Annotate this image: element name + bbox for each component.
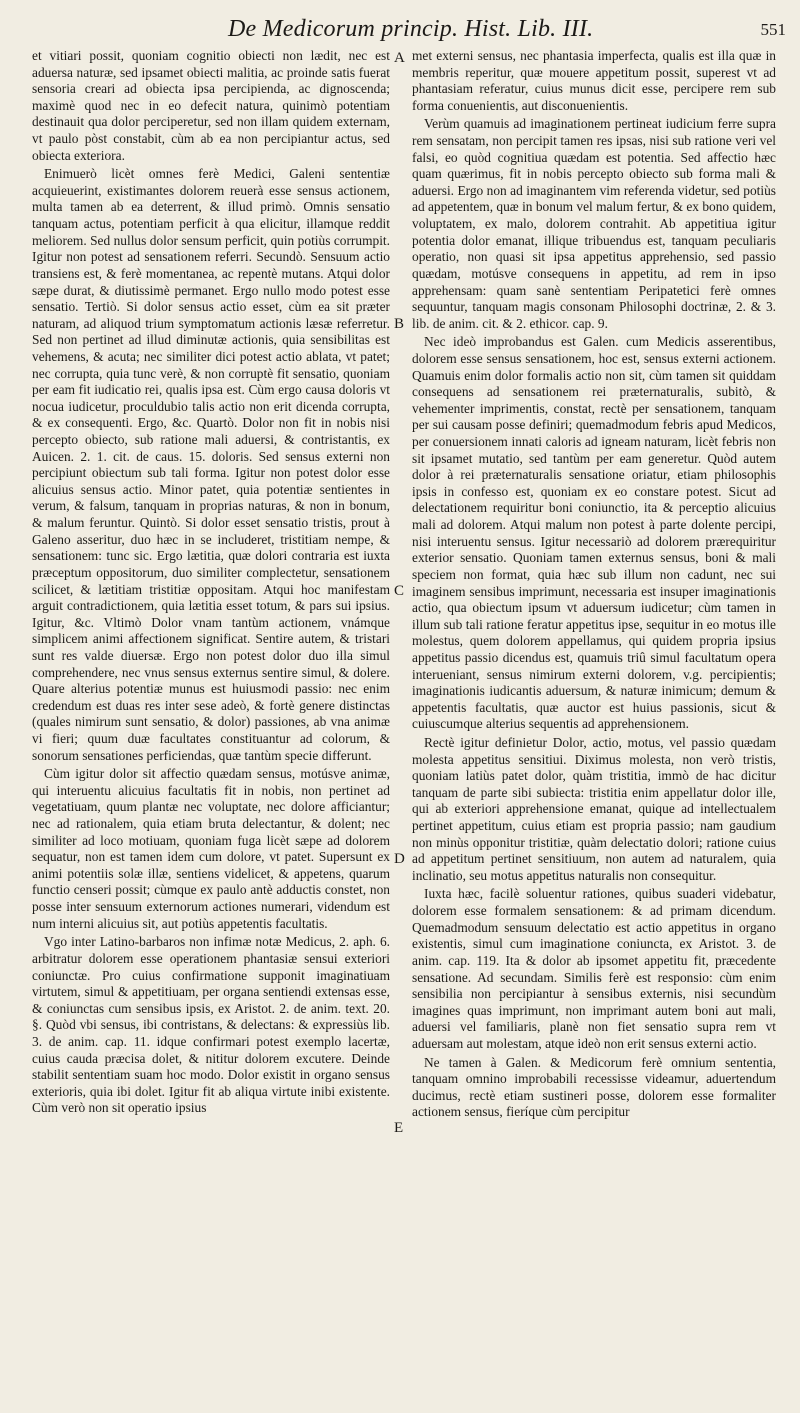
paragraph: Vgo inter Latino-barbaros non infimæ notæ Medicus, 2. aph. 6. arbitratur dolorem esse operationem phantasiæ sensui exteriori coniunctæ. Pro cuius confirmatione supponit imaginatiuam virtutem, simul & appetitiuam, per organa sentiendi extensas esse, & coniunctas cum sensibus ipsis, ex Aristot. 2. de anim. text. 20. §. Quòd vbi sensus, ibi contristans, & delectans: & expressiùs lib. 3. de anim. cap. 11. idque confirmari potest exemplo lacertæ, cuius cauda præcisa dolet, & nititur dolorem excutere. Deinde stabilit sententiam suam hoc modo. Dolor existit in organo sensus exterioris, quia ibi dolet. Igitur fit ab aliqua virtute inibi existente. Cùm verò non sit operatio ipsius bbox=[32, 934, 390, 1116]
running-head: De Medicorum princip. Hist. Lib. III. bbox=[228, 16, 594, 42]
paragraph: Enimuerò licèt omnes ferè Medici, Galeni sententiæ acquieuerint, existimantes dolorem reuerà esse sensus actionem, multa tamen ab ea deterrent, & illud primò. Omnis sensatio tanquam actus, potentiam perficit à qua elicitur, illamque reddit meliorem. Sed nullus dolor sensum perficit, quin potiùs corrumpit. Igitur non potest ad sensationem referri. Secundò. Sensuum actio transiens est, & ferè momentanea, ac repentè mutans. Atqui dolor sæpe durat, & diutissimè permanet. Ergo nullo modo potest esse sensatio. Tertiò. Si dolor sensus actio esset, cùm ea sit præter naturam, ad aliquod trium symptomatum actionis læsæ referretur. Sed non pertinet ad illud diminutæ actionis, quia sensibilitas est vehemens, & acuta; nec similiter dici potest actio ablata, vt patet; nec corrupta, quia tunc verè, & non corruptè fit sensatio, quoniam per eam fit iudicatio rei, qualis ipsa est. Cùm ergo causa doloris vt nocua iudicetur, proculdubio talis actio non erit dicenda corrupta, & ex consequenti. Ergo, &c. Quartò. Dolor non fit in nobis nisi percepto obiecto, sub ratione mali aduersi, & contristantis, ex Auicen. 2. 1. cit. de caus. 15. doloris. Sed sensus externi non percipiunt obiectum sub tali forma. Igitur non potest dolor esse alicuius sensus actio. Minor patet, quia potentiæ sentientes in verum, & falsum, tanquam in proprias naturas, & non in bonum, & malum feruntur. Quintò. Si dolor esset sensatio tristis, prout à Galeno asseritur, duo hæc in se includeret, tristitiam nempe, & sensationem: tunc sic. Ergo lætitia, quæ dolori contraria est iuxta præceptum oppositorum, duo similiter complectetur, sensationem scilicet, & lætitiam tristitiæ oppositam. Atqui hoc manifestam arguit contradictionem, quia lætitia esset totum, & pars sui ipsius. Igitur, &c. Vltimò Dolor vnam tantùm actionem, vnámque simplicem animi affectionem significat. Sentire autem, & tristari sunt res valde diuersæ. Ergo non potest dolor duo illa simul comprehendere, nec vnus sensus externus sentire simul, & dolere. Quare alterius potentiæ munus est huiusmodi passio: nec enim credendum est duas res inter sese adeò, & fortè genere distinctas (quales nimirum sunt sensatio, & dolor) passiones, ab vna animæ vi fieri; quum duæ facultates constituantur ad colorum, & sonorum sensationes perficiendas, quæ tantùm specie differunt. bbox=[32, 166, 390, 763]
paragraph: Cùm igitur dolor sit affectio quædam sensus, motúsve animæ, qui interuentu alicuius facultatis fit in nobis, non pertinet ad vegetatiuam, quum plantæ nec voluptate, nec dolore afficiantur; nec ad rationalem, quia etiam bruta delectantur, & dolent; nec similiter ad loco motiuam, quoniam fuga licèt sæpe ad dolorem sequatur, non est tamen idem cum dolore, vt patet. Supersunt ex animi potentiis solæ illæ, sentiens videlicet, & appetens, quarum functio censeri possit; cùmque ex paulo antè adductis constet, non posse inter sensuum externorum actiones numerari, videndum est num interni alicuius sit, aut potiùs appetentis facultatis. bbox=[32, 766, 390, 931]
paragraph: Iuxta hæc, facilè soluentur rationes, quibus suaderi videbatur, dolorem esse formalem sensationem: & ad primam dicendum. Quemadmodum sensuum delectatio est actio appetitus in organo existentis, simul cum imaginatione coniuncta, ex Aristot. 3. de anim. cap. 119. Ita & dolor ab ipsomet appetitu fit, præcedente sensatione. Ad secundam. Similis ferè est responsio: cùm enim sensibilia non percipiantur à sensibus externis, nisi secundùm imagines quas imprimunt, non imprimant autem boni aut mali, aduersi vel familiaris, planè non fiet sensatio supra rem vt aduersam aut molestam, atque ideò non erit sensus externi actio. bbox=[412, 886, 776, 1051]
margin-letter-c: C bbox=[394, 583, 405, 599]
paragraph: Ne tamen à Galen. & Medicorum ferè omnium sententia, tanquam omnino improbabili recessisse videamur, aduertendum ducimus, rectè etiam sustineri posse, dolorem esse formaliter actionem sensus, fieríque cùm percipitur bbox=[412, 1054, 776, 1120]
paragraph: Rectè igitur definietur Dolor, actio, motus, vel passio quædam molesta appetitus sensitiui. Diximus molesta, non verò tristis, quoniam latiùs patet dolor, quàm tristitia, immò de hac dicitur tanquam de parte sibi subiecta: tristitia enim appellatur dolor ille, qui ab exteriori apprehensione emanat, quique ad intellectualem pertinet appetitum, cuius etiam est propria passio; nam gaudium non minùs opponitur tristitiæ, quàm delectatio dolori; ratione cuius ad appetitum pertinet sensitiuum, non autem ad naturalem, quia inclinatio, seu motus appetitus naturalis non consequitur. bbox=[412, 734, 776, 883]
margin-letter-d: D bbox=[394, 851, 405, 867]
margin-letters bbox=[391, 48, 411, 1406]
paragraph: Nec ideò improbandus est Galen. cum Medicis asserentibus, dolorem esse sensus sensationem, hoc est, sensus externi actionem. Quamuis enim dolor formalis actio non sit, cùm tamen sit quiddam consequens ad sensationem rei præternaturalis, subitò, & vehementer imprimentis, constat, rectè per sensationem, tanquam per sui causam posse definiri; quemadmodum febris apud Medicos, per conuersionem innati caloris ad igneam naturam, licèt febris non sit ipsamet mutatio, sed tantùm per eam generetur. Quòd autem dolor à rei præternaturalis sensatione oriatur, etiam philosophis ipsis in confesso est, quoniam ex eo constare potest. Sicut ad delectationem requiritur boni coniunctio, ita & perceptio alicuius mali ad dolorem. Atqui malum non potest à parte dolente percipi, nisi interuentu sensus. Igitur necessariò ad dolorem prærequiritur exterior sensatio. Quoniam tamen externus sensus, boni & mali speciem non format, quia hæc sub illum non cadunt, nec sui imaginem sensibus imprimunt, necessaria est insuper imaginationis actio, qua obiectum ipsum vt aduersum iudicetur; cùm tamen in illum sub tali ratione feratur appetitus ipse, sequitur in eo motus ille molestus, quem dolorem appellamus, qui quidem propria ipsius appetitus passio dicendus est, quamuis triû simul facultatum opera interueniant, sensus nimirum externi dolorem, v.g. percipientis; imaginationis iudicantis aduersum, & naturæ inimicum; demum & appetentis facultatis, quæ auctor est huius passionis, sicut & cuiuscumque alterius sequentis ad apprehensionem. bbox=[412, 334, 776, 732]
left-column bbox=[32, 48, 390, 1406]
margin-letter-b: B bbox=[394, 316, 405, 332]
paragraph: met externi sensus, nec phantasia imperfecta, qualis est illa quæ in membris reperitur, quæ mouere appetitum possit, superest vt ad phantasiam referatur, cuius munus dicit esse, percipere rem sub forma conuenientis, aut disconuenientis. bbox=[412, 48, 776, 113]
paragraph: Verùm quamuis ad imaginationem pertineat iudicium ferre supra rem sensatam, non percipit tamen res ipsas, nisi sub ratione veri vel falsi, eo quòd cognitiua quædam est potentia. Sed affectio hæc quam quærimus, fit in nobis percepto obiecto sub forma mali & aduersi. Ergo non ad imaginantem vim referenda videtur, sed potiùs ad appetentem, quæ in bonum vel malum fertur, & ex bono quidem, voluptatem, ex malo, dolorem contrahit. Ab appetitiua igitur potentia dolor emanat, illique tribuendus est, tanquam peculiaris operatio, non quasi sit ipsa appetitus apprehensio, sed passio quædam, motúsve consequens in appetitu, ad rem in ipso apprehensam: quam sanè sententiam Peripatetici ferè omnes sequuntur, tanquam magis consonam Philosophi doctrinæ, 2. & 3. lib. de anim. cit. & 2. ethicor. cap. 9. bbox=[412, 116, 776, 331]
right-column bbox=[412, 48, 776, 1406]
page-number: 551 bbox=[760, 20, 786, 39]
margin-letter-e: E bbox=[394, 1120, 404, 1136]
page-header bbox=[0, 14, 800, 48]
margin-letter-a: A bbox=[394, 50, 405, 66]
paragraph: et vitiari possit, quoniam cognitio obiecti non lædit, nec est aduersa naturæ, sed ipsamet obiecti malitia, ac proinde satis fuerat sensoria creari ad obiecta ipsa percipienda, ac dignoscenda; maximè quod nec in eo defecit natura, quinimò potentiam destinauit qua dolor perciperetur, sed non illam quidem externam, vt paulo pòst constabit, cùm ab ea non percipiantur actus, sed obiecta exteriora. bbox=[32, 48, 390, 163]
